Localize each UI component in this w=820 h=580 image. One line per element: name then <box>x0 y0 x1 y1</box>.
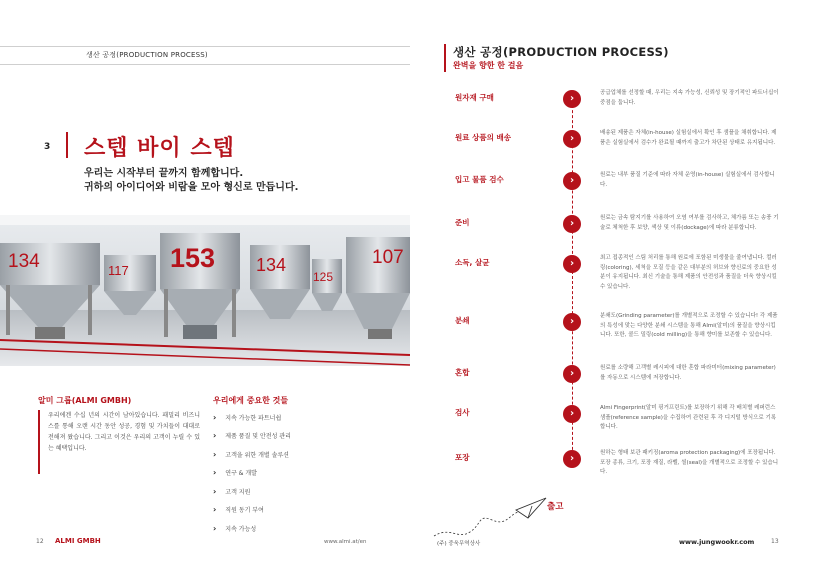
bin-number-6: 107 <box>372 247 404 268</box>
bin-number-2: 117 <box>108 263 129 278</box>
chevron-right-icon: › <box>213 468 217 478</box>
list-item-label: 고객을 위한 개별 솔루션 <box>225 451 289 459</box>
chevron-right-icon: › <box>213 505 217 515</box>
list-item-label: 지속 가능한 파트너쉽 <box>225 414 282 422</box>
chevron-right-icon: › <box>563 130 581 148</box>
step-description: 원하는 형태 보관 패키징(aroma protection packaging)에 포장됩니다. 포장 종류, 크기, 포장 재질, 라벨, 씰(seal)을 개별적으로 조정할 수 있습니다. <box>600 450 779 475</box>
chevron-right-icon: › <box>563 255 581 273</box>
section-number: 3 <box>44 142 51 152</box>
bin-number-1: 134 <box>8 251 40 272</box>
step-description: 배송된 제품은 자체(in-house) 실험실에서 확인 후 샘플을 채취합니다. 제품은 실험실에서 검수가 완료될 때까지 출고가 차단된 상태로 유지됩니다. <box>600 130 777 146</box>
header-rule-bottom <box>0 64 410 65</box>
bin-number-5: 125 <box>313 270 334 284</box>
right-page-number: 13 <box>771 538 779 545</box>
step-label: 소독, 살균 <box>455 258 490 267</box>
left-header-title: 생산 공정(PRODUCTION PROCESS) <box>86 51 208 59</box>
chevron-right-icon: › <box>213 431 217 441</box>
list-item <box>213 464 291 483</box>
almi-divider <box>38 410 40 474</box>
step-label: 입고 물품 검수 <box>455 175 504 184</box>
almi-title: 알미 그룹(ALMI GMBH) <box>38 396 132 405</box>
step-description: Almi Fingerprint(알미 핑거프린트)를 보장하기 위해 각 배치별 레퍼런스 샘플(reference sample)을 수집하여 관련된 후 각 디지털 방식으로 기록합니다. <box>600 405 777 430</box>
footer-link-almi[interactable]: www.almi.at/en <box>324 539 367 545</box>
chevron-right-icon: › <box>213 449 217 459</box>
step-description: 분쇄도(Grinding parameter)를 개별적으로 조정할 수 있습니다! 각 제품의 특성에 맞는 다양한 분쇄 시스템을 통해 Almi(알미)의 품질을 향상시킵니다. 또한, 콜드 밀링(cold milling)을 통해 향미를 보존할 수 있습니다. <box>600 313 778 338</box>
step-label: 원자재 구매 <box>455 93 494 102</box>
step-description: 원료를 소량해 고객별 레시피에 대한 혼합 파라미터(mixing parameter)를 자동으로 시스템에 저장합니다. <box>600 365 776 381</box>
final-step-label: 출고 <box>547 502 564 512</box>
subtitle-line-1: 우리는 시작부터 끝까지 함께합니다. <box>84 168 244 179</box>
chevron-right-icon: › <box>563 405 581 423</box>
step-description: 원료는 금속 탐지기를 사용하여 오염 여부를 검사하고, 체가름 또는 송풍 기술로 체척한 후 보양, 색상 및 이류(dockage)에 따라 분류합니다. <box>600 215 779 231</box>
chevron-right-icon: › <box>563 215 581 233</box>
step-description: 공급업체를 선정할 때, 우리는 지속 가능성, 신뢰성 및 장기적인 파트너십이 중점을 둡니다. <box>600 90 779 106</box>
paper-plane-icon <box>430 496 550 542</box>
factory-photo <box>0 215 410 366</box>
step-label: 준비 <box>455 218 470 227</box>
page-title: 스텝 바이 스텝 <box>84 136 235 161</box>
list-item <box>213 482 291 501</box>
step-label: 원료 상품의 배송 <box>455 133 511 142</box>
right-page-subtitle: 완벽을 향한 한 걸음 <box>453 61 524 70</box>
footer-link-jungwook[interactable]: www.jungwookr.com <box>679 538 755 546</box>
important-list <box>213 408 291 538</box>
right-page-title: 생산 공정(PRODUCTION PROCESS) <box>453 45 669 59</box>
list-item <box>213 445 291 464</box>
footer-company: (주) 중욱무역상사 <box>437 541 481 547</box>
list-item <box>213 427 291 446</box>
subtitle-line-2: 귀하의 아이디어와 비람을 모아 형신로 만듭니다. <box>84 182 299 193</box>
factory-illustration <box>0 215 410 366</box>
list-item-label: 제품 품질 및 안전성 관리 <box>225 433 291 441</box>
list-item <box>213 501 291 520</box>
section-divider <box>66 132 68 158</box>
step-label: 혼합 <box>455 368 470 377</box>
step-label: 포장 <box>455 453 470 462</box>
list-item-label: 고객 지원 <box>225 488 251 496</box>
chevron-right-icon: › <box>563 172 581 190</box>
step-description: 최고 접종적인 스팀 처리를 통해 원료에 포함된 미생물을 줄여냅니다. 컬러링(coloring), 세척을 모질 등을 같은 대부분의 허브와 향신료의 중요한 성분이 유지됩니다. 최신 기술을 통해 제품의 안전성과 품질을 더욱 향상시킬 수 있습니다. <box>600 255 777 290</box>
footer-brand: ALMI GMBH <box>55 537 101 545</box>
list-item <box>213 408 291 427</box>
chevron-right-icon: › <box>213 486 217 496</box>
step-description: 원료는 내부 품질 기준에 따라 자체 운영(in-house) 실험실에서 검사합니다. <box>600 172 775 188</box>
chevron-right-icon: › <box>563 313 581 331</box>
chevron-right-icon: › <box>213 523 217 533</box>
step-label: 분쇄 <box>455 316 470 325</box>
bin-number-4: 134 <box>256 255 287 275</box>
chevron-right-icon: › <box>563 90 581 108</box>
chevron-right-icon: › <box>563 450 581 468</box>
list-item-label: 지속 가능성 <box>225 525 257 533</box>
important-title: 우리에게 중요한 것들 <box>213 396 289 405</box>
bin-number-3: 153 <box>170 243 216 273</box>
almi-text: 우리에겐 수십 년의 시간이 남아있습니다. 패밀리 비즈니스를 통해 오랜 시간 동안 성공, 경험 및 가치들이 대대로 전해져 왔습니다. 그리고 이것은 우리의 고객이 누릴 수 있는 혜택입니다. <box>48 412 200 452</box>
step-label: 검사 <box>455 408 470 417</box>
right-title-divider <box>444 44 446 72</box>
list-item-label: 직원 동기 부여 <box>225 507 264 515</box>
list-item-label: 연구 & 개발 <box>225 470 257 478</box>
chevron-right-icon: › <box>563 365 581 383</box>
list-item <box>213 519 291 538</box>
left-page-number: 12 <box>36 538 44 545</box>
chevron-right-icon: › <box>213 412 217 422</box>
